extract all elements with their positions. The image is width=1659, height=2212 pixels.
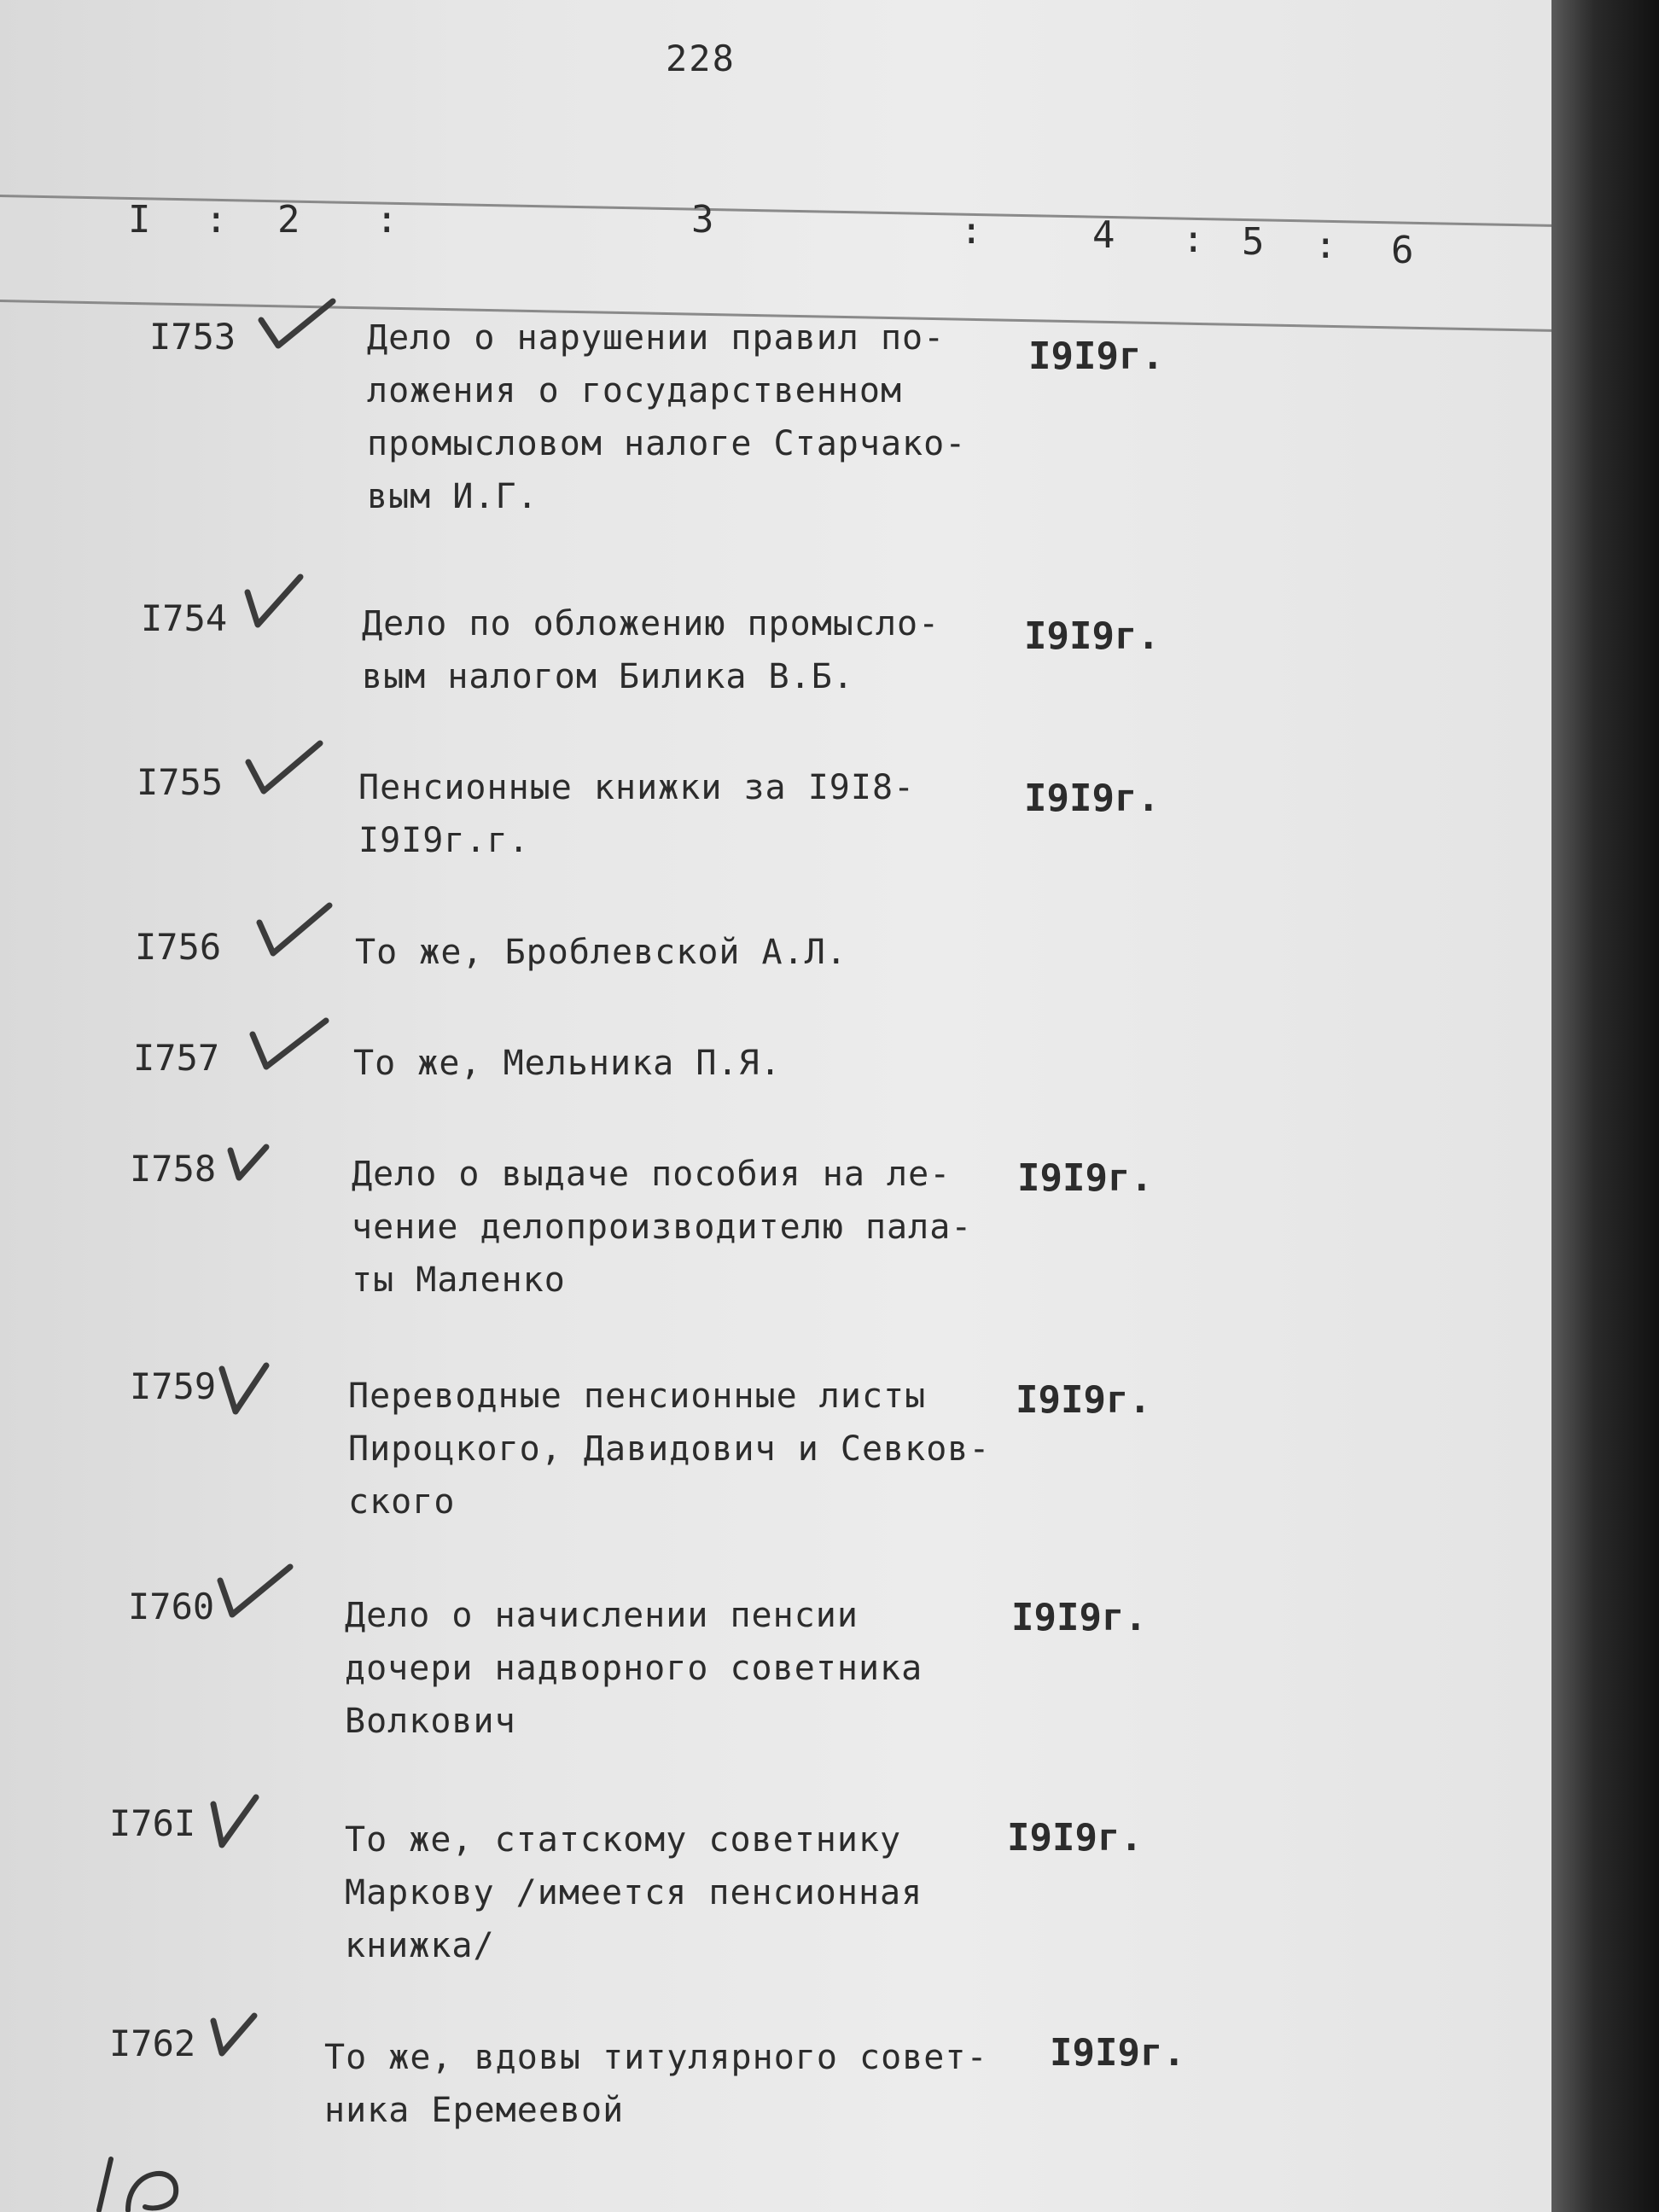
column-header-4: 4 <box>1092 213 1115 257</box>
entry-number: I754 <box>141 597 228 639</box>
entry-description: То же, вдовы титулярного совет- ника Еремеевой <box>324 2038 988 2130</box>
entry-number: I756 <box>135 926 222 968</box>
column-separator: : <box>1182 218 1205 261</box>
entry-date: I9I9г. <box>1024 614 1160 658</box>
check-icon <box>256 294 338 354</box>
entry-description: Дело о нарушении правил по- ложения о государственном промысловом налоге Старчако- вым И.Г. <box>367 318 967 516</box>
entry-date: I9I9г. <box>1028 335 1164 378</box>
column-separator: : <box>1314 224 1337 267</box>
page-edge <box>1551 0 1659 2212</box>
entry-number: I755 <box>137 761 224 803</box>
check-icon <box>247 1014 329 1074</box>
entry-date: I9I9г. <box>1007 1816 1143 1860</box>
entry-description: Дело по обложению промысло- вым налогом Билика В.Б. <box>362 604 940 696</box>
entry-description: Переводные пенсионные листы Пироцкого, Давидович и Севков- ского <box>348 1377 991 1522</box>
handwritten-mark-icon <box>94 2151 188 2212</box>
entry-description: То же, Мельника П.Я. <box>353 1044 782 1083</box>
page-number: 228 <box>666 38 736 79</box>
entry-number: I753 <box>149 316 236 358</box>
entry-number: I76I <box>109 1802 196 1844</box>
check-icon <box>241 572 323 632</box>
entry-number: I762 <box>109 2023 196 2064</box>
column-header-5: 5 <box>1242 220 1265 264</box>
entry-date: I9I9г. <box>1011 1596 1147 1639</box>
entry-number: I758 <box>130 1148 217 1190</box>
entry-description: То же, Броблевской А.Л. <box>355 933 847 972</box>
entry-number: I757 <box>133 1037 220 1079</box>
column-separator: : <box>205 198 228 242</box>
check-icon <box>205 1790 287 1850</box>
entry-number: I759 <box>130 1365 217 1407</box>
check-icon <box>213 1359 295 1418</box>
column-header-1: I <box>128 198 151 242</box>
column-separator: : <box>375 198 399 242</box>
entry-date: I9I9г. <box>1017 1156 1153 1200</box>
column-header-2: 2 <box>277 198 300 242</box>
check-icon <box>254 900 336 960</box>
entry-description: Дело о начислении пенсии дочери надворного советника Волкович <box>345 1596 923 1741</box>
column-header-3: 3 <box>691 198 714 242</box>
entry-number: I760 <box>128 1586 215 1627</box>
check-icon <box>205 2005 287 2065</box>
check-icon <box>243 738 325 798</box>
entry-description: Пенсионные книжки за I9I8- I9I9г.г. <box>358 768 916 860</box>
column-separator: : <box>960 209 983 253</box>
entry-date: I9I9г. <box>1024 777 1160 820</box>
check-icon <box>224 1133 306 1193</box>
column-header-6: 6 <box>1391 229 1414 272</box>
entry-date: I9I9г. <box>1050 2031 1185 2075</box>
entry-description: То же, статскому советнику Маркову /имеется пенсионная книжка/ <box>345 1820 923 1965</box>
entry-date: I9I9г. <box>1016 1378 1151 1422</box>
entry-description: Дело о выдаче пособия на ле- чение делопроизводителю пала- ты Маленко <box>352 1155 973 1300</box>
check-icon <box>213 1562 295 1621</box>
